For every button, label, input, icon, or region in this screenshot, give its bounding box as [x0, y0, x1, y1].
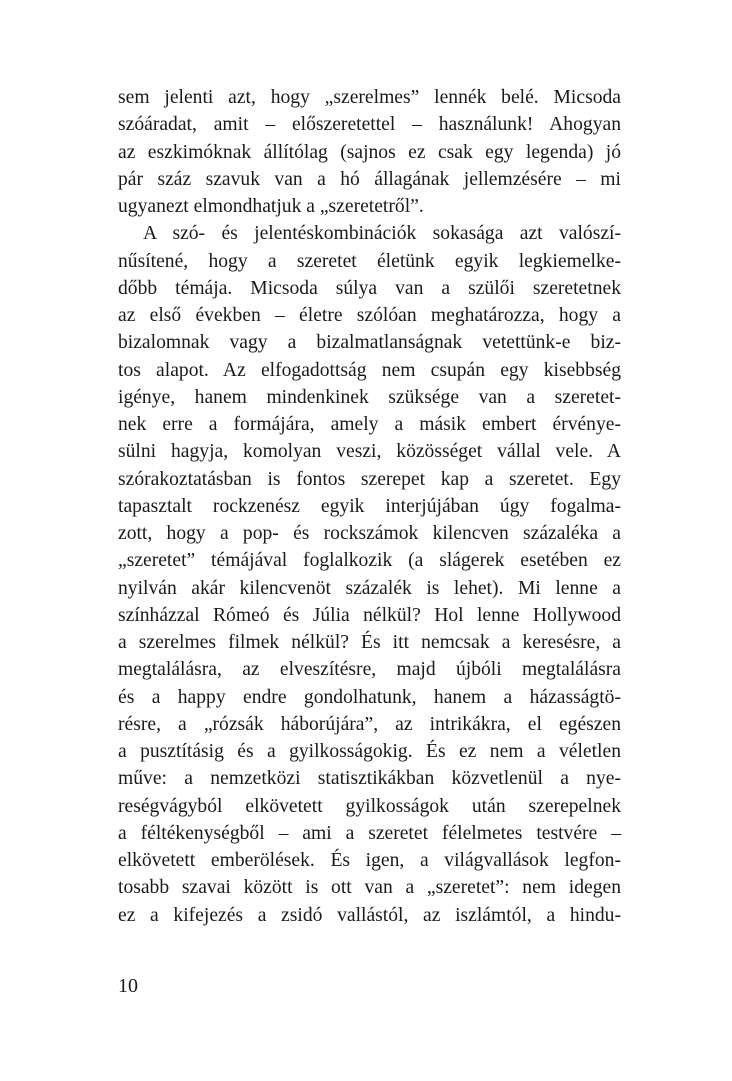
text-line: szórakoztatásban is fontos szerepet kap a szeretet. Egy [118, 468, 621, 490]
page-body [118, 84, 621, 929]
text-line: a pusztításig és a gyilkosságokig. És ez nem a véletlen [118, 741, 621, 762]
text-line: műve: a nemzetközi statisztikákban közvetlenül a nye- [118, 768, 621, 790]
text-line: bizalomnak vagy a bizalmatlanságnak vetettünk-e biz- [118, 332, 621, 354]
page-number: 10 [118, 975, 138, 997]
text-line: résre, a „rózsák háborújára”, az intrikákra, el egészen [118, 713, 621, 735]
paragraph-first-line: A szó- és jelentéskombinációk sokasága azt valószí- [143, 223, 621, 245]
text-line: és a happy endre gondolhatunk, hanem a házasságtö- [118, 686, 621, 708]
text-line: zott, hogy a pop- és rockszámok kilencven százaléka a [118, 523, 621, 544]
text-line: tapasztalt rockzenész egyik interjújában úgy fogalma- [118, 495, 621, 517]
text-line: színházzal Rómeó és Júlia nélkül? Hol lenne Hollywood [118, 604, 621, 626]
text-line: reségvágyból elkövetett gyilkosságok után szerepelnek [118, 795, 621, 817]
text-line: tos alapot. Az elfogadottság nem csupán egy kisebbség [118, 359, 621, 381]
text-line: igénye, hanem mindenkinek szüksége van a szeretet- [118, 386, 621, 408]
text-line: sem jelenti azt, hogy „szerelmes” lennék belé. Micsoda [118, 87, 621, 108]
text-line: dőbb témája. Micsoda súlya van a szülői szeretetnek [118, 277, 621, 299]
text-line: az eszkimóknak állítólag (sajnos ez csak egy legenda) jó [118, 141, 621, 163]
text-line: sülni hagyja, komolyan veszi, közösséget vállal vele. A [118, 441, 621, 463]
text-line: szóáradat, amit – előszeretettel – használunk! Ahogyan [118, 114, 621, 136]
text-line: megtalálásra, az elveszítésre, majd újbóli megtalálásra [118, 659, 621, 681]
text-line: a féltékenységből – ami a szeretet félelmetes testvére – [118, 822, 621, 844]
text-line: ez a kifejezés a zsidó vallástól, az iszlámtól, a hindu- [118, 904, 621, 926]
text-line: elkövetett emberölések. És igen, a világvallások legfon- [118, 850, 621, 871]
text-line: „szeretet” témájával foglalkozik (a slágerek esetében ez [118, 550, 621, 572]
text-line: nűsítené, hogy a szeretet életünk egyik legkiemelke- [118, 250, 621, 272]
text-line: ugyanezt elmondhatjuk a „szeretetről”. [118, 196, 424, 217]
text-line: nyilván akár kilencvenöt százalék is lehet). Mi lenne a [118, 577, 621, 599]
text-line: az első években – életre szólóan meghatározza, hogy a [118, 305, 621, 326]
text-line: tosabb szavai között is ott van a „szeretet”: nem idegen [118, 877, 621, 899]
text-line: nek erre a formájára, amely a másik embert érvénye- [118, 414, 621, 435]
text-line: a szerelmes filmek nélkül? És itt nemcsak a keresésre, a [118, 632, 621, 653]
text-line: pár száz szavuk van a hó állagának jellemzésére – mi [118, 168, 621, 190]
